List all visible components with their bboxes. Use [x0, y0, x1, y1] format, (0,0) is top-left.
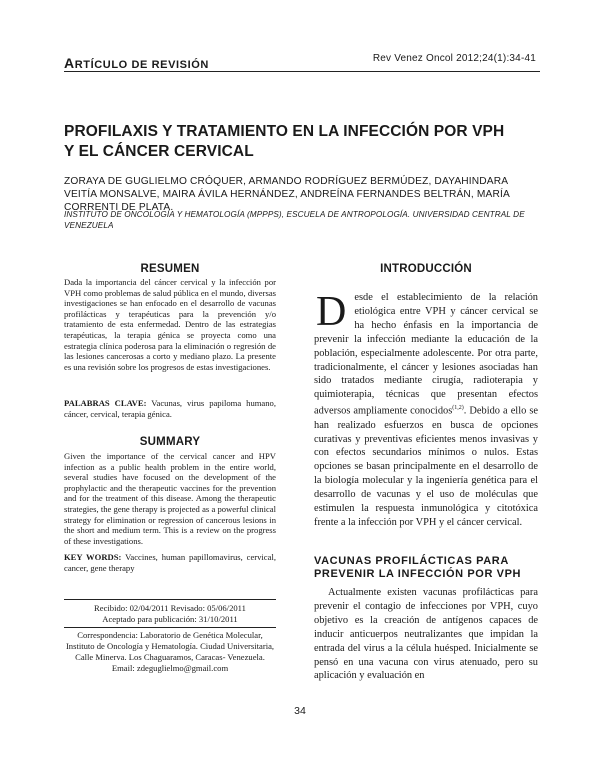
journal-citation: Rev Venez Oncol 2012;24(1):34-41	[372, 53, 536, 64]
correspondence: Correspondencia: Laboratorio de Genética Molecular, Instituto de Oncología y Hematología. Ciudad Universitaria, Calle Minerva. Los Chaguaramos, Caracas- Venezuela. Email: zdeguglielmo@gmail.com	[64, 627, 276, 674]
resumen-text: Dada la importancia del cáncer cervical y la infección por VPH como problemas de salud pública en el mundo, diversas investigaciones se han enfocado en el desarrollo de vacunas profilácticas y terapéuticas para la prevención y/o tratamiento de esta enfermedad. Dentro de las estrategias terapéuticas, la terapia génica se proyecta como una estrategia clínica poderosa para la eliminación o regresión de las lesiones cancerosas a corto y mediano plazo. La presente es una revisión sobre los progresos de estas investigaciones.	[64, 277, 276, 372]
summary-keywords-label: KEY WORDS:	[64, 552, 122, 562]
vacunas-heading-line-1: VACUNAS PROFILÁCTICAS PARA	[314, 555, 509, 567]
article-title-line-2: Y EL CÁNCER CERVICAL	[64, 143, 254, 160]
vacunas-text: Actualmente existen vacunas profilácticas para prevenir el contagio de infecciones por VPH, cuyo objetivo es la creación de antígenos capaces de inducir anticuerpos neutralizantes que impidan la entrada del virus a la célula huésped. Inicialmente se pensó en una vacuna con virus atenuado, pero su aplicación y evaluación en	[314, 587, 538, 682]
introduccion-paragraph-1-end: . Debido a ello se han realizado esfuerzos en busca de opciones curativas y preventivas eficientes menos invasivas y con efectos secundarios mínimos o nulos. Estas opciones se basan principalmente en el desarrollo de la biología molecular y la ingeniería genética para el desarrollo de vacunas y el uso de moléculas que estimulen la respuesta inmunológica y citotóxica frente a la infección por VPH y el cáncer cervical.	[314, 405, 538, 528]
received-date: Recibido: 02/04/2011 Revisado: 05/06/2011	[94, 603, 246, 613]
header-rule	[64, 71, 540, 72]
resumen-keywords	[64, 398, 276, 419]
accepted-date: Aceptado para publicación: 31/10/2011	[102, 614, 238, 624]
resumen-heading: RESUMEN	[140, 263, 200, 275]
article-title-line-1: PROFILAXIS Y TRATAMIENTO EN LA INFECCIÓN POR VPH	[64, 123, 505, 140]
section-type-label: ARTÍCULO DE REVISIÓN	[64, 55, 209, 71]
author-list: ZORAYA DE GUGLIELMO CRÓQUER, ARMANDO RODRÍGUEZ BERMÚDEZ, DAYAHINDARA VEITÍA MONSALVE, MAIRA ÁVILA HERNÁNDEZ, ANDREÍNA FERNANDES BELTRÁN, MARÍA CORRENTI DE PLATA.	[64, 176, 510, 213]
resumen-keywords-values: Vacunas, virus papiloma humano, cáncer, cervical, terapia génica.	[64, 398, 276, 419]
summary-keywords-values: Vaccines, human papillomavirus, cervical, cancer, gene therapy	[64, 552, 276, 573]
dropcap-letter: D	[316, 289, 347, 335]
vacunas-heading-line-2: PREVENIR LA INFECCIÓN POR VPH	[314, 568, 522, 580]
citation-reference: (1,2)	[452, 405, 464, 412]
article-title	[64, 122, 534, 162]
introduccion-heading: INTRODUCCIÓN	[380, 263, 472, 275]
affiliation: INSTITUTO DE ONCOLOGÍA Y HEMATOLOGÍA (MPPPS), ESCUELA DE ANTROPOLOGÍA. UNIVERSIDAD CENTRAL DE VENEZUELA	[64, 210, 525, 230]
dates-correspondence-box	[64, 599, 276, 674]
introduccion-text	[314, 291, 538, 530]
summary-text: Given the importance of the cervical cancer and HPV infection as a public health problem in the entire world, several studies have focused on the development of the prophylactic and the therapeutic vaccines for the prevention and for the treatment of this disease. Among the therapeutic strategies, the gene therapy is projected as a powerful clinical strategy for elimination or regression of cancerous lesions in the short and medium term. This is a review on the progress of these investigations.	[64, 451, 276, 546]
vacunas-heading	[314, 555, 538, 581]
page-number: 34	[294, 705, 306, 717]
introduccion-paragraph-1: esde el establecimiento de la relación etiológica entre VPH y cáncer cervical se ha hecho énfasis en la importancia de prevenir la infección mediante la educación de la población, especialmente adolescente. Por otra parte, tradicionalmente, el cáncer y lesiones asociadas han sido tratados mediante cirugía, radioterapia y quimioterapia, técnicas que presentan efectos adversos ampliamente conocidos	[314, 292, 538, 417]
summary-keywords	[64, 552, 276, 573]
resumen-keywords-label: PALABRAS CLAVE:	[64, 398, 147, 408]
summary-heading: SUMMARY	[139, 436, 201, 448]
